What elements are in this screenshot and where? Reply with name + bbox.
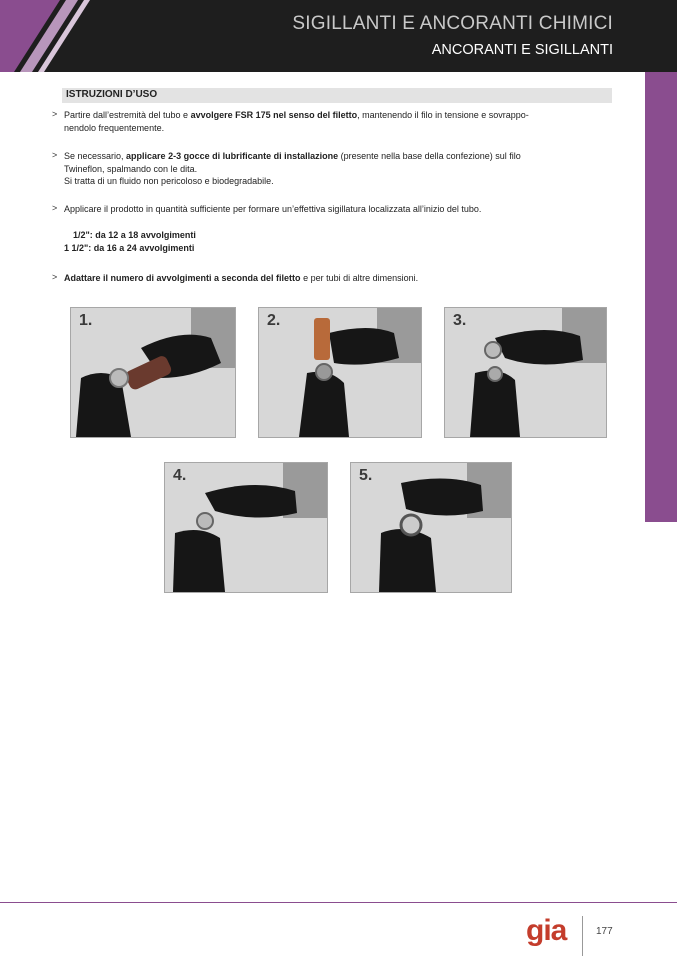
bullet-marker: > [52,272,58,282]
page-header [0,0,677,72]
gloved-hands-illustration [445,308,606,437]
footer-divider [0,902,677,903]
instruction-1-bold: avvolgere FSR 175 nel senso del filetto [190,110,358,120]
instruction-1-text-a: Partire dall’estremità del tubo e [64,110,191,120]
instruction-4-bold: Adattare il numero di avvolgimenti a seconda del filetto [64,273,301,283]
bullet-marker: > [52,150,58,160]
bullet-marker: > [52,109,58,119]
gloved-hands-illustration [165,463,327,592]
instruction-4-text-b: e per tubi di altre dimensioni. [300,273,419,283]
gloved-hands-illustration [259,308,421,437]
instruction-2-text-c: (presente nella base della confezione) sul filo [338,151,521,161]
step-number: 1. [79,312,93,329]
bullet-marker: > [52,203,58,213]
instruction-1-text-d: nendolo frequentemente. [64,122,165,133]
instruction-1-text-c: , mantenendo il filo in tensione e sovrappo- [357,110,529,120]
step-photo-2 [258,307,422,438]
step-photo-1 [70,307,236,438]
instruction-2-text-a: Se necessario, [64,151,127,161]
size-item: 1/2": da 12 a 18 avvolgimenti [73,230,196,240]
gloved-hands-illustration [71,308,235,437]
gloved-hands-illustration [351,463,511,592]
brand-logo: gia [526,914,567,947]
section-bar [62,88,612,103]
instruction-2-bold: applicare 2-3 gocce di lubrificante di installazione [126,151,339,161]
step-number: 2. [267,312,281,329]
header-title: SIGILLANTI E ANCORANTI CHIMICI [292,13,613,34]
section-title: ISTRUZIONI D’USO [66,89,158,100]
size-list [64,229,604,254]
step-photo-4 [164,462,328,593]
header-stripes [0,0,677,72]
page-number: 177 [596,926,613,937]
header-subtitle: ANCORANTI E SIGILLANTI [431,42,613,58]
step-photo-3 [444,307,607,438]
instruction-2 [64,150,604,188]
step-photo-5 [350,462,512,593]
instruction-4 [64,272,604,285]
instruction-2-text-e: Si tratta di un fluido non pericoloso e biodegradabile. [64,176,274,186]
step-number: 5. [359,467,373,484]
instruction-2-text-d: Twineflon, spalmando con le dita. [64,163,198,174]
instruction-3: Applicare il prodotto in quantità sufficiente per formare un’effettiva sigillatura localizzata all’inizio del tubo. [64,204,482,214]
step-number: 4. [173,467,187,484]
step-number: 3. [453,312,467,329]
side-tab [645,72,677,522]
instruction-1 [64,109,604,134]
size-item: 1 1/2": da 16 a 24 avvolgimenti [64,242,195,253]
footer-separator [582,916,583,956]
